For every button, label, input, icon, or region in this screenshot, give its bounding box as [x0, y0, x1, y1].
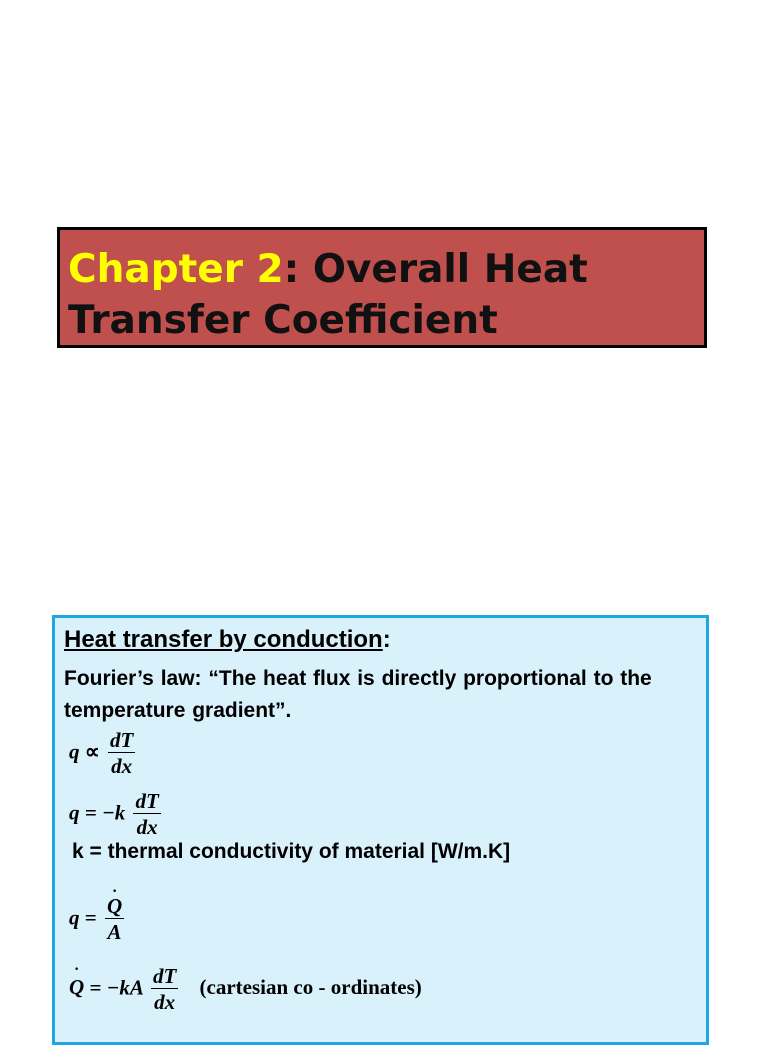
eq4-lhs: · Q [69, 975, 84, 1000]
eq3-numerator [105, 894, 124, 919]
content-box [52, 615, 709, 1045]
equation-heat-flux [69, 894, 124, 945]
equation-heat-rate [69, 964, 422, 1015]
eq3-lhs: q [69, 905, 80, 930]
eq3-op: = [84, 905, 97, 930]
page-title [68, 244, 704, 346]
eq1-op: ∝ [84, 739, 100, 764]
eq4-fraction [151, 964, 178, 1015]
eq1-fraction [108, 728, 135, 779]
eq4-suffix: (cartesian co - ordinates) [199, 975, 422, 1000]
eq4-numerator: dT [152, 964, 177, 988]
eq1-denominator: dx [111, 754, 133, 778]
section-heading [64, 626, 391, 654]
eq3-numerator-dotted: · Q [107, 894, 122, 918]
section-heading-colon: : [382, 626, 391, 653]
eq2-denominator: dx [136, 815, 158, 839]
eq2-fraction [133, 789, 160, 840]
eq3-denominator: A [107, 920, 122, 944]
eq4-op: = −kA [89, 975, 143, 1000]
eq1-numerator: dT [110, 728, 134, 752]
eq1-lhs: q [69, 739, 80, 764]
eq2-op: = −k [84, 800, 126, 825]
title-box [57, 227, 707, 348]
equation-proportional [69, 728, 135, 779]
chapter-title: : Overall Heat Transfer Coefficient [68, 247, 588, 343]
fourier-law-text: Fourier’s law: “The heat flux is directly proportional to the temperature gradient”. [64, 667, 652, 722]
eq2-lhs: q [69, 800, 80, 825]
eq2-numerator: dT [135, 789, 159, 813]
equation-fourier [69, 789, 161, 840]
eq4-denominator: dx [154, 990, 176, 1014]
eq3-fraction [105, 894, 124, 945]
section-heading-text: Heat transfer by conduction [64, 626, 383, 653]
chapter-label: Chapter 2 [68, 247, 284, 292]
conductivity-note: k = thermal conductivity of material [W/m.K] [72, 840, 511, 863]
